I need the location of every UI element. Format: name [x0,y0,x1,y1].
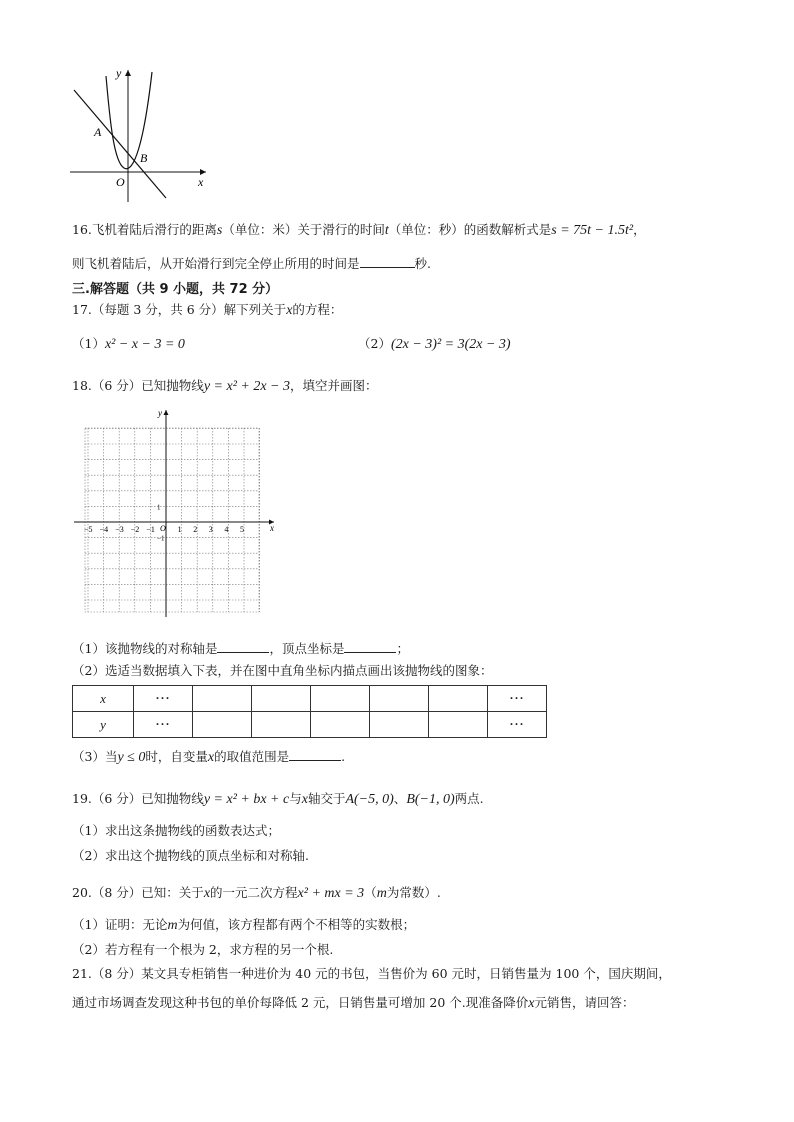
q17-stem-end: 的方程： [292,302,343,317]
q19-stem-end: 两点. [454,791,484,806]
point-b-label: B [140,151,148,165]
q18-part3-text-b: 时，自变量 [145,749,208,764]
q19-stem-equation: y = x² + bx + c [203,792,290,807]
table-cell[interactable] [429,686,488,712]
q16-line1 [72,222,646,239]
grid-lines [85,428,260,612]
q21-line2-end: 元销售，请回答： [534,995,635,1010]
table-header-y: y [73,712,134,738]
q20-part1 [72,917,415,934]
q16-line2-text: 则飞机着陆后，从开始滑行到完全停止所用的时间是 [72,256,360,271]
table-cell: ··· [488,686,547,712]
q20-stem-m: m [376,886,387,901]
table-cell[interactable] [193,686,252,712]
q16-line2 [72,255,431,272]
table-cell[interactable] [311,712,370,738]
q19-point-a: A(−5, 0) [345,792,394,807]
q16-var-t: t [384,223,389,238]
q21-line2 [72,995,634,1012]
q18-vertex-blank[interactable] [344,640,396,653]
q20-part2: （2）若方程有一个根为 2，求方程的另一个根. [72,942,334,957]
q17-part1 [72,336,185,353]
q16-answer-blank[interactable] [360,255,415,268]
grid-y-tick-label: 1 [157,503,161,512]
q17-part2-label: （2） [358,336,391,351]
table-cell[interactable] [193,712,252,738]
q18-range-blank[interactable] [289,748,341,761]
grid-y-tick-label: −1 [157,534,165,543]
section-3-title: 三.解答题（共 9 小题，共 72 分） [72,282,279,297]
parabola-line-figure [60,62,220,204]
point-a-label: A [94,125,102,139]
table-header-x: x [73,686,134,712]
q18-stem-equation: y = x² + 2x − 3 [203,379,290,394]
q18-stem-pre: 18.（6 分）已知抛物线 [72,378,204,393]
q16-text-d: ， [633,222,646,237]
table-cell[interactable] [429,712,488,738]
q18-part1-text-a: （1）该抛物线的对称轴是 [72,641,218,656]
grid-x-tick-label: −1 [146,525,155,534]
table-row-x [73,686,547,712]
table-cell[interactable] [370,712,429,738]
q17-stem [72,302,342,319]
q18-axis-blank[interactable] [217,640,269,653]
q18-stem [72,378,378,395]
q18-stem-end: ，填空并画图： [290,378,378,393]
grid-x-tick-label: 1 [177,525,182,534]
q18-part1-text-b: ，顶点坐标是 [269,641,345,656]
q20-stem-var: x [203,886,211,901]
q18-part3-text-d: . [341,749,346,764]
table-row-y [73,712,547,738]
grid-x-tick-label: −4 [99,525,109,534]
q19-stem-var: x [301,792,308,807]
q17-stem-pre: 17.（每题 3 分，共 6 分）解下列关于 [72,302,287,317]
grid-x-tick-label: 3 [208,525,213,534]
q16-text-b: （单位：米）关于滑行的时间 [222,222,385,237]
q20-part1-end: 为何值，该方程都有两个不相等的实数根； [177,917,416,932]
q17-part1-equation: x² − x − 3 = 0 [104,337,185,352]
q17-part1-label: （1） [72,336,105,351]
q19-separator: 、 [393,791,407,806]
q18-part3-condition: y ≤ 0 [117,750,146,765]
value-table [72,685,547,738]
y-axis-label: y [116,66,122,80]
q18-part2: （2）选适当数据填入下表，并在图中直角坐标内描点画出该抛物线的图象： [72,663,493,678]
grid-x-tick-label: 5 [240,525,244,534]
origin-label: O [116,175,125,189]
q20-stem [72,885,441,902]
table-cell[interactable] [252,712,311,738]
table-cell[interactable] [311,686,370,712]
coordinate-grid[interactable] [70,406,280,618]
table-cell[interactable] [252,686,311,712]
grid-x-tick-label: −2 [130,525,140,534]
q21-line2-var: x [528,996,535,1011]
q20-stem-mid: 的一元二次方程 [210,885,298,900]
q16-var-s: s [216,223,223,238]
q19-stem [72,791,484,808]
q18-part1-text-c: ； [396,641,409,656]
q16-line2-end: 秒. [414,256,431,271]
grid-x-tick-label: 4 [224,525,229,534]
q16-text-c: （单位：秒）的函数解析式是 [388,222,552,237]
grid-origin-label: O [160,524,166,533]
table-cell[interactable] [370,686,429,712]
q20-stem-equation: x² + mx = 3 [297,886,365,901]
q16-text-a: 16.飞机着陆后滑行的距离 [72,222,217,237]
q17-stem-var: x [286,303,293,318]
table-cell: ··· [488,712,547,738]
q21-line1: 21.（8 分）某文具专柜销售一种进价为 40 元的书包，当售价为 60 元时，日销售量为 100 个，国庆期间， [72,966,671,981]
q18-part3-text-a: （3）当 [72,749,118,764]
q19-part2: （2）求出这个抛物线的顶点坐标和对称轴. [72,848,309,863]
table-cell: ··· [134,686,193,712]
q18-part3-text-c: 的取值范围是 [214,749,290,764]
q21-line2-pre: 通过市场调查发现这种书包的单价每降低 2 元，日销售量可增加 20 个.现准备降价 [72,995,529,1010]
x-axis-label: x [198,175,204,189]
q20-part1-pre: （1）证明：无论 [72,917,168,932]
q17-part2 [358,336,511,353]
q20-paren-open: （ [364,885,377,900]
grid-x-tick-label: −5 [84,525,93,534]
q20-paren-close: 为常数）. [386,885,441,900]
grid-x-tick-label: −3 [115,525,124,534]
table-cell: ··· [134,712,193,738]
q19-stem-mid: 与 [289,791,302,806]
q18-part1 [72,640,409,657]
q17-part2-equation: (2x − 3)² = 3(2x − 3) [390,337,511,352]
grid-y-label: y [158,408,162,418]
grid-x-label: x [270,523,274,533]
q19-point-b: B(−1, 0) [406,792,455,807]
q16-formula: s = 75t − 1.5t² [551,223,634,238]
q20-part1-m: m [167,918,178,933]
q19-stem-pre: 19.（6 分）已知抛物线 [72,791,204,806]
q20-stem-pre: 20.（8 分）已知：关于 [72,885,204,900]
q18-part3-var: x [207,750,215,765]
q19-part1: （1）求出这条抛物线的函数表达式； [72,823,280,838]
grid-x-tick-label: 2 [193,525,198,534]
q19-stem-mid2: 轴交于 [307,791,346,806]
q18-part3 [72,748,345,766]
